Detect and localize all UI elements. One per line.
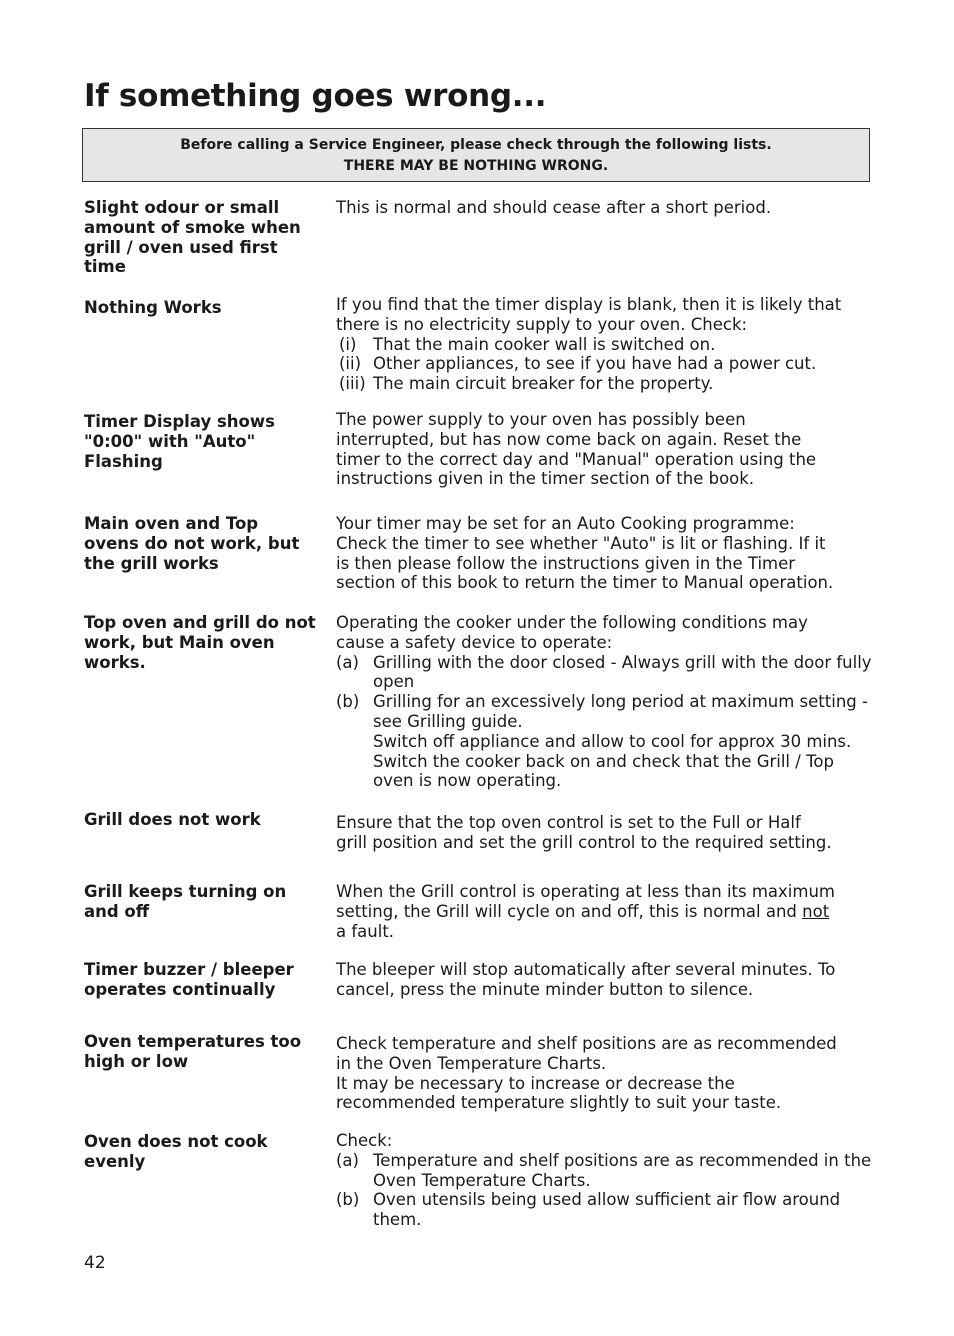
page-number: 42 bbox=[84, 1253, 106, 1273]
page-title: If something goes wrong... bbox=[84, 78, 547, 114]
solution-line: Ensure that the top oven control is set to the Full or Half bbox=[336, 813, 801, 832]
check-item bbox=[336, 354, 876, 374]
notice-line-1: Before calling a Service Engineer, please check through the following lists. bbox=[180, 137, 772, 153]
solution-text bbox=[336, 514, 876, 593]
problem-label: Grill does not work bbox=[84, 810, 261, 829]
solution-line: This is normal and should cease after a short period. bbox=[336, 198, 772, 217]
solution-text bbox=[336, 410, 876, 489]
solution-line: It may be necessary to increase or decrease the bbox=[336, 1073, 735, 1093]
solution-line: Your timer may be set for an Auto Cooking programme: bbox=[336, 514, 795, 533]
solution-line: timer to the correct day and "Manual" operation using the bbox=[336, 449, 817, 469]
solution-line: If you find that the timer display is blank, then it is likely that bbox=[336, 295, 842, 314]
problem-label: Main oven and Top ovens do not work, but the grill works bbox=[84, 514, 300, 573]
item-text: Grilling for an excessively long period at maximum setting - see Grilling guide. bbox=[373, 692, 868, 731]
item-text: That the main cooker wall is switched on. bbox=[373, 334, 716, 354]
problem-label: Top oven and grill do not work, but Main oven works. bbox=[84, 613, 316, 672]
solution-line: grill position and set the grill control to the required setting. bbox=[336, 832, 832, 852]
problem-label: Oven does not cook evenly bbox=[84, 1132, 268, 1171]
problem-label: Nothing Works bbox=[84, 298, 222, 317]
solution-text bbox=[336, 198, 876, 218]
condition-item bbox=[336, 653, 876, 693]
problem-label: Timer buzzer / bleeper operates continually bbox=[84, 960, 294, 999]
solution-text bbox=[336, 613, 876, 791]
solution-line: there is no electricity supply to your oven. Check: bbox=[336, 314, 748, 334]
solution-text bbox=[336, 1131, 876, 1230]
item-text: Grilling with the door closed - Always grill with the door fully open bbox=[373, 652, 872, 692]
item-marker: (a) bbox=[336, 1150, 359, 1170]
notice-box bbox=[82, 128, 870, 182]
notice-line-2: THERE MAY BE NOTHING WRONG. bbox=[343, 158, 609, 174]
item-marker: (ii) bbox=[339, 354, 362, 374]
item-marker: (b) bbox=[336, 692, 360, 712]
solution-line: a fault. bbox=[336, 921, 395, 941]
check-item bbox=[336, 1151, 876, 1191]
problem-label: Oven temperatures too high or low bbox=[84, 1032, 302, 1071]
solution-line: When the Grill control is operating at less than its maximum bbox=[336, 882, 835, 901]
solution-line: Check temperature and shelf positions are as recommended bbox=[336, 1034, 837, 1053]
check-item bbox=[336, 374, 876, 394]
problem-label: Timer Display shows "0:00" with "Auto" Flashing bbox=[84, 412, 275, 471]
solution-line: instructions given in the timer section of the book. bbox=[336, 469, 755, 489]
solution-text bbox=[336, 1034, 876, 1113]
solution-line: section of this book to return the timer to Manual operation. bbox=[336, 573, 834, 593]
item-text: Temperature and shelf positions are as recommended in the Oven Temperature Charts. bbox=[373, 1150, 872, 1190]
item-text: Other appliances, to see if you have had a power cut. bbox=[373, 354, 817, 374]
solution-line-text: setting, the Grill will cycle on and off, this is normal and bbox=[336, 901, 797, 921]
solution-line: in the Oven Temperature Charts. bbox=[336, 1053, 607, 1073]
solution-line: The bleeper will stop automatically after several minutes. To bbox=[336, 960, 836, 979]
check-item bbox=[336, 335, 876, 355]
solution-text bbox=[336, 960, 876, 1000]
solution-line: recommended temperature slightly to suit your taste. bbox=[336, 1093, 782, 1113]
solution-text bbox=[336, 813, 876, 853]
instruction-text: Switch off appliance and allow to cool for approx 30 mins. Switch the cooker back on and check that the Grill / Top oven is now operating. bbox=[373, 731, 852, 791]
solution-line: interrupted, but has now come back on again. Reset the bbox=[336, 429, 802, 449]
solution-line: Check the timer to see whether "Auto" is lit or flashing. If it bbox=[336, 533, 826, 553]
item-marker: (b) bbox=[336, 1190, 360, 1210]
item-marker: (i) bbox=[339, 334, 357, 354]
problem-label: Slight odour or small amount of smoke when grill / oven used first time bbox=[84, 198, 301, 277]
solution-line bbox=[336, 902, 876, 922]
item-text: The main circuit breaker for the property. bbox=[373, 374, 714, 394]
item-marker: (iii) bbox=[339, 374, 366, 394]
solution-line: Check: bbox=[336, 1131, 393, 1150]
solution-line: is then please follow the instructions given in the Timer bbox=[336, 553, 796, 573]
solution-line: cancel, press the minute minder button to silence. bbox=[336, 979, 754, 999]
solution-line: cause a safety device to operate: bbox=[336, 632, 613, 652]
emphasis-word: not bbox=[802, 901, 830, 921]
check-item bbox=[336, 1190, 876, 1230]
solution-line: The power supply to your oven has possibly been bbox=[336, 410, 746, 429]
condition-item bbox=[336, 692, 876, 732]
problem-label: Grill keeps turning on and off bbox=[84, 882, 287, 921]
solution-line: Operating the cooker under the following conditions may bbox=[336, 613, 808, 632]
item-marker: (a) bbox=[336, 652, 359, 672]
solution-text bbox=[336, 295, 876, 394]
solution-text bbox=[336, 882, 876, 941]
item-text: Oven utensils being used allow sufficient air flow around them. bbox=[373, 1190, 841, 1230]
